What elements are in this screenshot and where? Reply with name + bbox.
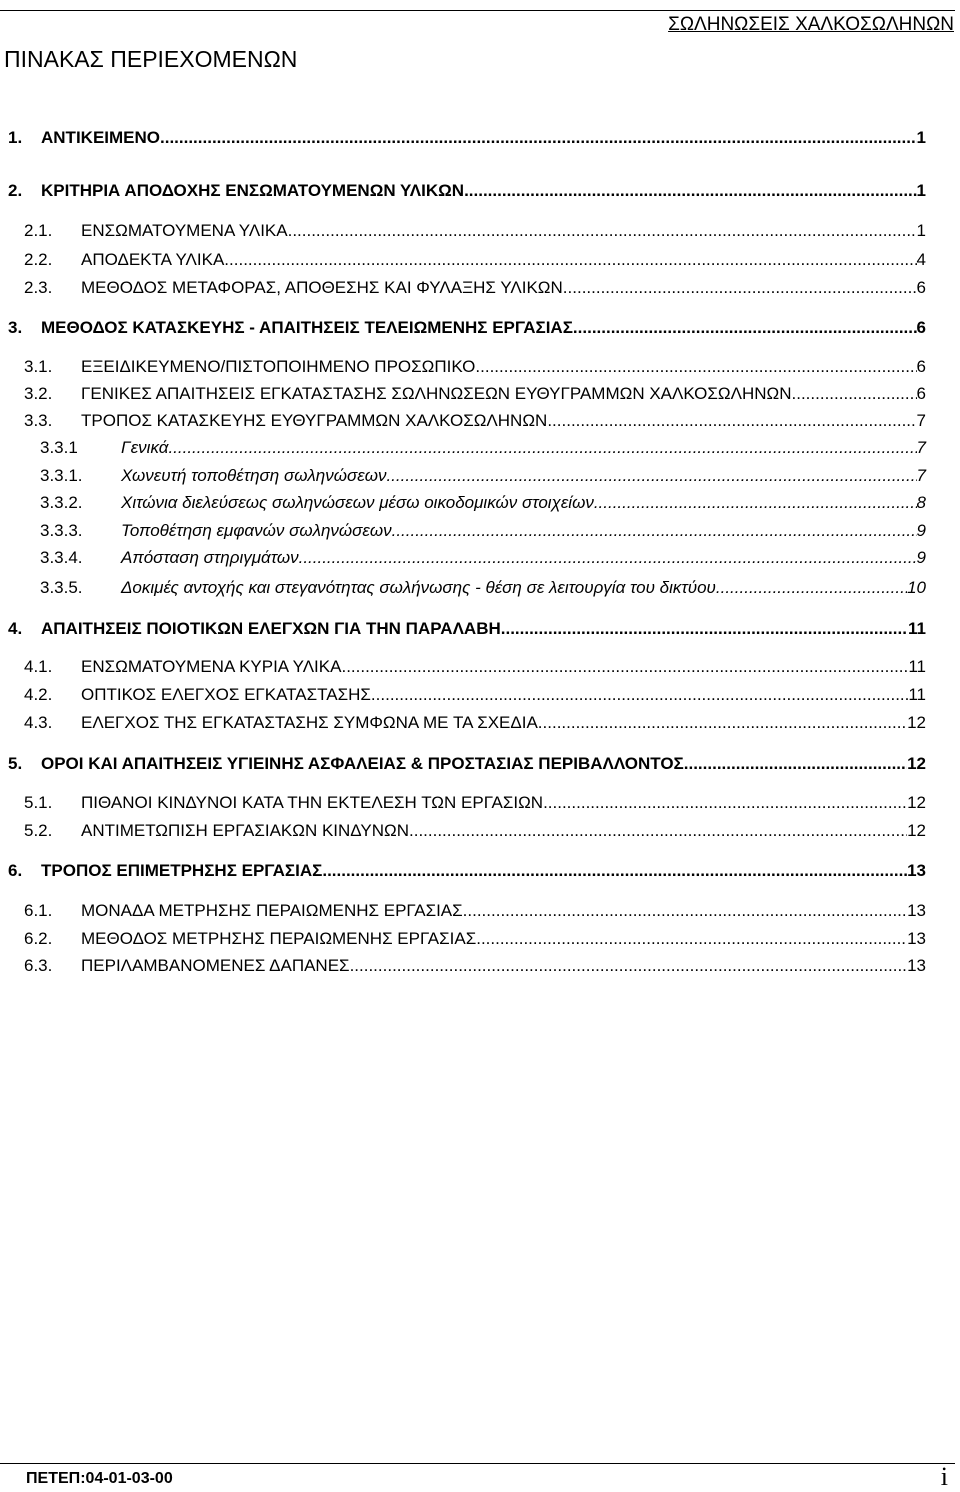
toc-entry-number: 2. — [8, 181, 23, 200]
toc-entry-title: Απόσταση στηριγμάτων — [121, 548, 299, 567]
toc-dot-leader — [168, 438, 916, 458]
toc-entry-page: 1 — [916, 128, 926, 147]
toc-entry-number: 4.3. — [24, 713, 53, 732]
toc-entry[interactable] — [24, 685, 926, 705]
toc-entry-page: 6 — [916, 318, 926, 337]
toc-entry-number: 1. — [8, 128, 23, 147]
toc-entry-title: Δοκιμές αντοχής και στεγανότητας σωλήνωσης - θέση σε λειτουργία του δικτύου — [121, 578, 716, 597]
toc-entry-page: 10 — [907, 578, 926, 597]
toc-entry[interactable] — [8, 619, 926, 639]
toc-entry[interactable] — [24, 956, 926, 976]
toc-entry-title: ΕΝΣΩΜΑΤΟΥΜΕΝΑ ΥΛΙΚΑ — [81, 221, 288, 240]
toc-entry-title: Χιτώνια διελεύσεως σωληνώσεων μέσω οικοδομικών στοιχείων — [121, 493, 594, 512]
toc-entry-page: 4 — [916, 250, 926, 269]
toc-entry-number: 4. — [8, 619, 23, 638]
toc-entry-page: 9 — [916, 548, 926, 567]
toc-dot-leader — [386, 466, 916, 486]
toc-dot-leader — [160, 128, 917, 148]
toc-entry[interactable] — [24, 657, 926, 677]
toc-dot-leader — [573, 318, 917, 338]
toc-entry[interactable] — [24, 357, 926, 377]
toc-entry-number: 6.3. — [24, 956, 53, 975]
toc-dot-leader — [392, 521, 917, 541]
toc-entry-number: 5.1. — [24, 793, 53, 812]
toc-entry-title: ΑΝΤΙΚΕΙΜΕΝΟ — [41, 128, 160, 147]
toc-entry[interactable] — [24, 713, 926, 733]
toc-entry-number: 3. — [8, 318, 23, 337]
toc-dot-leader — [409, 821, 907, 841]
toc-entry-number: 3.1. — [24, 357, 53, 376]
toc-entry-title: ΟΠΤΙΚΟΣ ΕΛΕΓΧΟΣ ΕΓΚΑΤΑΣΤΑΣΗΣ — [81, 685, 371, 704]
toc-entry-number: 4.1. — [24, 657, 53, 676]
toc-entry-title: ΜΟΝΑΔΑ ΜΕΤΡΗΣΗΣ ΠΕΡΑΙΩΜΕΝΗΣ ΕΡΓΑΣΙΑΣ — [81, 901, 463, 920]
toc-entry-title: ΜΕΘΟΔΟΣ ΚΑΤΑΣΚΕΥΗΣ - ΑΠΑΙΤΗΣΕΙΣ ΤΕΛΕΙΩΜΕΝΗΣ ΕΡΓΑΣΙΑΣ — [41, 318, 573, 337]
toc-entry[interactable] — [24, 793, 926, 813]
toc-entry[interactable] — [8, 318, 926, 338]
toc-entry-page: 6 — [916, 278, 926, 297]
document-title: ΣΩΛΗΝΩΣΕΙΣ ΧΑΛΚΟΣΩΛΗΝΩΝ — [668, 14, 954, 35]
toc-entry-page: 12 — [907, 754, 926, 773]
footer-document-code: ΠΕΤΕΠ:04-01-03-00 — [26, 1470, 173, 1487]
toc-entry[interactable] — [8, 128, 926, 148]
toc-dot-leader — [563, 278, 917, 298]
toc-dot-leader — [224, 250, 916, 270]
toc-entry-number: 4.2. — [24, 685, 53, 704]
toc-entry-title: ΓΕΝΙΚΕΣ ΑΠΑΙΤΗΣΕΙΣ ΕΓΚΑΤΑΣΤΑΣΗΣ ΣΩΛΗΝΩΣΕΩΝ ΕΥΘΥΓΡΑΜΜΩΝ ΧΑΛΚΟΣΩΛΗΝΩΝ — [81, 384, 792, 403]
toc-entry[interactable] — [24, 821, 926, 841]
toc-dot-leader — [716, 578, 907, 598]
footer-rule — [0, 1463, 955, 1464]
toc-entry-page: 7 — [916, 466, 926, 485]
toc-entry-title: ΤΡΟΠΟΣ ΕΠΙΜΕΤΡΗΣΗΣ ΕΡΓΑΣΙΑΣ — [41, 861, 323, 880]
toc-entry-page: 11 — [908, 685, 926, 704]
toc-entry[interactable] — [40, 493, 926, 513]
toc-dot-leader — [476, 929, 907, 949]
toc-entry-title: ΤΡΟΠΟΣ ΚΑΤΑΣΚΕΥΗΣ ΕΥΘΥΓΡΑΜΜΩΝ ΧΑΛΚΟΣΩΛΗΝΩΝ — [81, 411, 548, 430]
toc-entry-title: Χωνευτή τοποθέτηση σωληνώσεων — [121, 466, 387, 485]
toc-entry-title: ΑΠΟΔΕΚΤΑ ΥΛΙΚΑ — [81, 250, 225, 269]
toc-dot-leader — [792, 384, 917, 404]
toc-entry[interactable] — [40, 438, 926, 458]
toc-entry-page: 6 — [916, 384, 926, 403]
toc-entry-title: ΠΕΡΙΛΑΜΒΑΝΟΜΕΝΕΣ ΔΑΠΑΝΕΣ — [81, 956, 350, 975]
toc-entry[interactable] — [24, 250, 926, 270]
toc-entry[interactable] — [24, 901, 926, 921]
toc-dot-leader — [543, 793, 907, 813]
toc-entry-number: 3.3.4. — [40, 548, 83, 567]
toc-entry[interactable] — [40, 466, 926, 486]
toc-entry[interactable] — [40, 578, 926, 598]
toc-entry-page: 13 — [907, 929, 926, 948]
toc-entry-title: ΑΝΤΙΜΕΤΩΠΙΣΗ ΕΡΓΑΣΙΑΚΩΝ ΚΙΝΔΥΝΩΝ — [81, 821, 409, 840]
toc-entry-number: 5.2. — [24, 821, 53, 840]
toc-entry[interactable] — [24, 221, 926, 241]
toc-dot-leader — [475, 357, 916, 377]
toc-entry-number: 6.1. — [24, 901, 53, 920]
toc-dot-leader — [341, 657, 908, 677]
toc-entry-number: 2.1. — [24, 221, 53, 240]
toc-dot-leader — [322, 861, 907, 881]
toc-entry-page: 1 — [916, 221, 926, 240]
toc-entry-page: 7 — [916, 438, 926, 457]
toc-entry-page: 13 — [907, 861, 926, 880]
toc-dot-leader — [547, 411, 916, 431]
toc-entry-page: 12 — [907, 821, 926, 840]
toc-entry-page: 12 — [907, 713, 926, 732]
toc-entry-title: ΜΕΘΟΔΟΣ ΜΕΤΑΦΟΡΑΣ, ΑΠΟΘΕΣΗΣ ΚΑΙ ΦΥΛΑΞΗΣ ΥΛΙΚΩΝ — [81, 278, 563, 297]
toc-entry-page: 8 — [916, 493, 926, 512]
toc-entry-title: Τοποθέτηση εμφανών σωληνώσεων — [121, 521, 392, 540]
toc-entry-page: 7 — [916, 411, 926, 430]
toc-dot-leader — [594, 493, 917, 513]
toc-entry-title: ΕΞΕΙΔΙΚΕΥΜΕΝΟ/ΠΙΣΤΟΠΟΙΗΜΕΝΟ ΠΡΟΣΩΠΙΚΟ — [81, 357, 476, 376]
toc-entry-title: ΜΕΘΟΔΟΣ ΜΕΤΡΗΣΗΣ ΠΕΡΑΙΩΜΕΝΗΣ ΕΡΓΑΣΙΑΣ — [81, 929, 477, 948]
toc-entry[interactable] — [24, 384, 926, 404]
toc-entry-number: 3.3.3. — [40, 521, 83, 540]
toc-entry-number: 6.2. — [24, 929, 53, 948]
toc-entry-number: 2.3. — [24, 278, 53, 297]
toc-entry[interactable] — [24, 411, 926, 431]
toc-entry-number: 5. — [8, 754, 23, 773]
toc-entry-number: 6. — [8, 861, 23, 880]
toc-entry-number: 3.2. — [24, 384, 53, 403]
toc-entry[interactable] — [24, 278, 926, 298]
toc-entry-title: ΕΝΣΩΜΑΤΟΥΜΕΝΑ ΚΥΡΙΑ ΥΛΙΚΑ — [81, 657, 342, 676]
toc-entry[interactable] — [8, 181, 926, 201]
toc-title: ΠΙΝΑΚΑΣ ΠΕΡΙΕΧΟΜΕΝΩΝ — [4, 46, 298, 72]
toc-entry-page: 11 — [908, 619, 926, 638]
toc-entry-page: 11 — [908, 657, 926, 676]
toc-entry-number: 3.3.1 — [40, 438, 78, 457]
footer-page-number: i — [940, 1462, 948, 1491]
toc-entry-title: ΕΛΕΓΧΟΣ ΤΗΣ ΕΓΚΑΤΑΣΤΑΣΗΣ ΣΥΜΦΩΝΑ ΜΕ ΤΑ ΣΧΕΔΙΑ — [81, 713, 538, 732]
toc-entry-number: 3.3. — [24, 411, 53, 430]
toc-entry-number: 3.3.1. — [40, 466, 83, 485]
toc-dot-leader — [501, 619, 908, 639]
toc-entry-page: 9 — [916, 521, 926, 540]
toc-entry-page: 13 — [907, 901, 926, 920]
toc-entry[interactable] — [8, 861, 926, 881]
toc-dot-leader — [288, 221, 917, 241]
toc-entry-page: 13 — [907, 956, 926, 975]
toc-entry-number: 3.3.2. — [40, 493, 83, 512]
toc-entry-page: 6 — [916, 357, 926, 376]
toc-dot-leader — [350, 956, 908, 976]
toc-entry-title: Γενικά — [121, 438, 169, 457]
toc-entry-title: ΑΠΑΙΤΗΣΕΙΣ ΠΟΙΟΤΙΚΩΝ ΕΛΕΓΧΩΝ ΓΙΑ ΤΗΝ ΠΑΡΑΛΑΒΗ — [41, 619, 501, 638]
toc-entry-title: ΠΙΘΑΝΟΙ ΚΙΝΔΥΝΟΙ ΚΑΤΑ ΤΗΝ ΕΚΤΕΛΕΣΗ ΤΩΝ ΕΡΓΑΣΙΩΝ — [81, 793, 544, 812]
toc-dot-leader — [464, 181, 916, 201]
toc-entry[interactable] — [8, 754, 926, 774]
toc-entry-title: ΚΡΙΤΗΡΙΑ ΑΠΟΔΟΧΗΣ ΕΝΣΩΜΑΤΟΥΜΕΝΩΝ ΥΛΙΚΩΝ — [41, 181, 465, 200]
toc-entry[interactable] — [40, 548, 926, 568]
toc-entry-title: ΟΡΟΙ ΚΑΙ ΑΠΑΙΤΗΣΕΙΣ ΥΓΙΕΙΝΗΣ ΑΣΦΑΛΕΙΑΣ & ΠΡΟΣΤΑΣΙΑΣ ΠΕΡΙΒΑΛΛΟΝΤΟΣ — [41, 754, 684, 773]
toc-dot-leader — [538, 713, 907, 733]
toc-entry[interactable] — [24, 929, 926, 949]
toc-entry-number: 2.2. — [24, 250, 53, 269]
toc-entry-number: 3.3.5. — [40, 578, 83, 597]
toc-entry-page: 1 — [916, 181, 926, 200]
toc-dot-leader — [684, 754, 907, 774]
toc-dot-leader — [463, 901, 907, 921]
toc-dot-leader — [371, 685, 908, 705]
toc-entry-page: 12 — [907, 793, 926, 812]
toc-dot-leader — [299, 548, 917, 568]
toc-entry[interactable] — [40, 521, 926, 541]
